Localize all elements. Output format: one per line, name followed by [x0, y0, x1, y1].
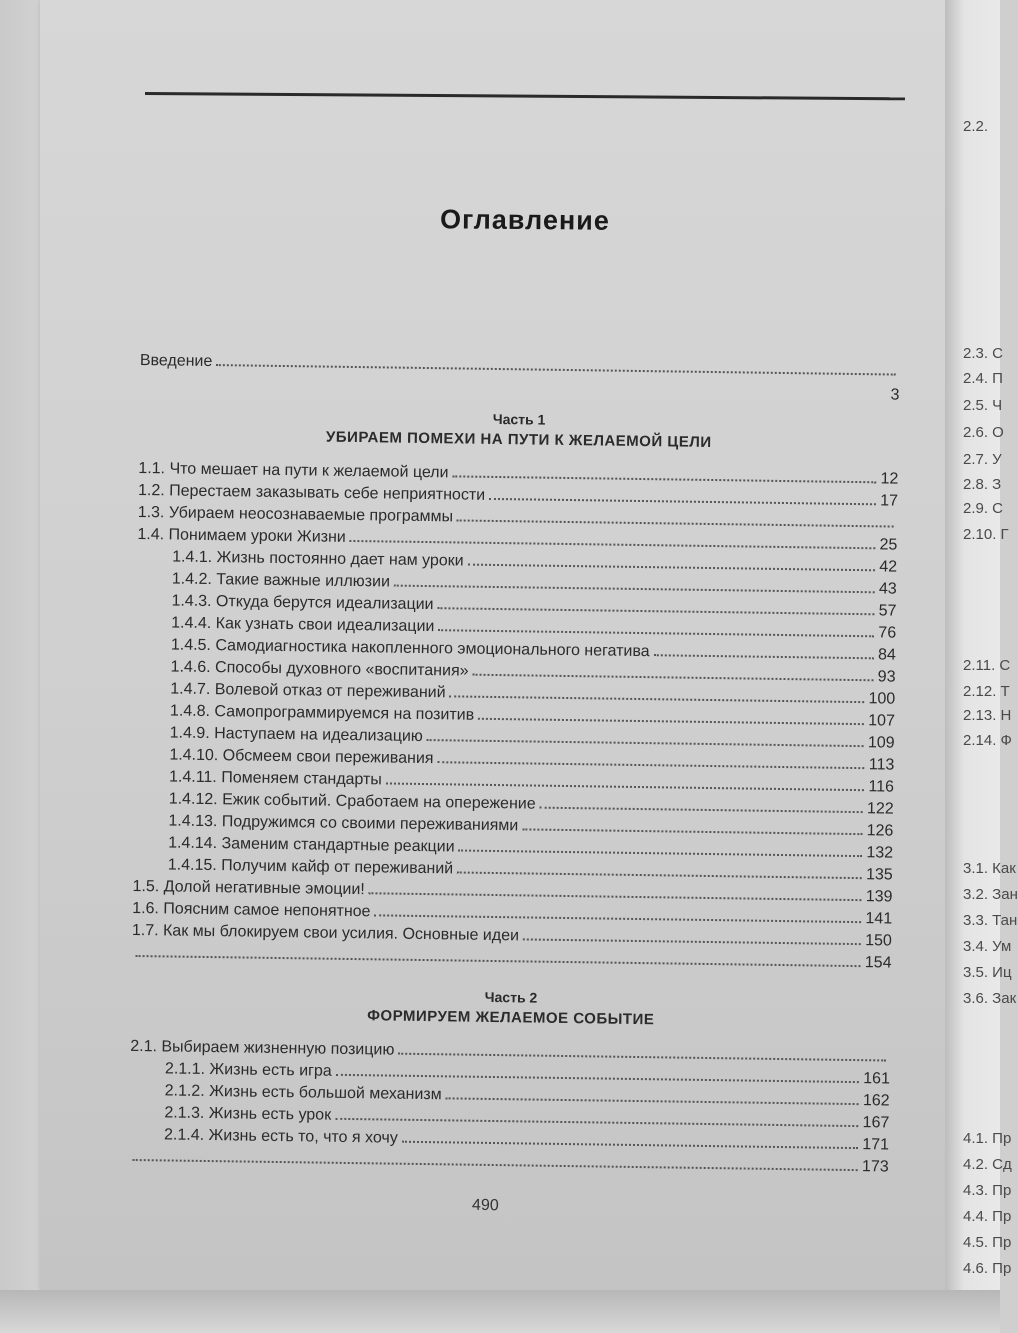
leader-dots [402, 1141, 859, 1149]
adjacent-line: 2.13. Н [963, 707, 1012, 724]
leader-dots [335, 1118, 859, 1127]
toc-page: 109 [867, 734, 895, 752]
leader-dots [136, 955, 861, 967]
leader-dots [438, 629, 874, 637]
toc-page: 154 [864, 954, 892, 972]
toc-page: 135 [865, 866, 893, 884]
adjacent-line: 4.4. Пр [963, 1208, 1012, 1225]
toc-page: 43 [878, 580, 897, 598]
toc-label: Введение [139, 352, 213, 371]
toc-page: 42 [879, 558, 898, 576]
adjacent-line: 2.9. С [963, 500, 1004, 517]
part-number: Часть 1 [492, 410, 546, 428]
leader-dots [398, 1053, 886, 1062]
toc-label: 1.4.4. Как узнать свои идеализации [171, 614, 435, 636]
leader-dots [459, 849, 863, 857]
leader-dots [437, 761, 864, 769]
leader-dots [369, 892, 862, 901]
leader-dots [452, 475, 876, 483]
toc-label: 1.4.15. Получим кайф от переживаний [167, 856, 454, 878]
adjacent-line: 3.2. Зан [963, 886, 1018, 903]
adjacent-line: 3.1. Как [963, 860, 1016, 877]
adjacent-line: 2.6. О [963, 424, 1004, 441]
toc-label: 1.4.9. Наступаем на идеализацию [169, 724, 423, 745]
toc-label: 1.4.14. Заменим стандартные реакции [168, 834, 455, 856]
toc-label: 1.4.13. Подружимся со своими переживаниями [168, 812, 519, 835]
toc-label: 1.4.3. Откуда берутся идеализации [171, 592, 434, 614]
leader-dots [374, 914, 861, 923]
leader-dots [133, 1159, 858, 1171]
adjacent-page [945, 0, 1018, 1333]
adjacent-line: 4.3. Пр [963, 1182, 1012, 1199]
toc-label: 1.4.2. Такие важные иллюзии [171, 570, 391, 591]
leader-dots [478, 718, 864, 725]
toc-label: 1.4.8. Самопрограммируемся на позитив [169, 702, 475, 724]
adjacent-line: 2.3. С [963, 345, 1004, 362]
toc-page: 17 [880, 492, 899, 510]
toc-page: 162 [862, 1092, 890, 1110]
adjacent-line: 2.12. Т [963, 683, 1010, 700]
toc-page: 113 [868, 756, 895, 774]
leader-dots [523, 938, 861, 945]
leader-dots [427, 739, 864, 747]
leader-dots [446, 1097, 859, 1105]
adjacent-line: 2.11. С [963, 657, 1011, 674]
part-title: УБИРАЕМ ПОМЕХИ НА ПУТИ К ЖЕЛАЕМОЙ ЦЕЛИ [325, 428, 712, 451]
toc-label: 1.4.12. Ежик событий. Сработаем на опережение [168, 790, 536, 813]
leader-dots [457, 519, 894, 527]
leader-dots [336, 1074, 860, 1083]
toc-label: 2.1.2. Жизнь есть большой механизм [164, 1082, 442, 1104]
part-number: Часть 2 [484, 988, 538, 1006]
toc-page: 84 [877, 646, 896, 664]
toc-page: 57 [878, 602, 897, 620]
toc-page: 173 [861, 1158, 889, 1176]
toc-label: 1.1. Что мешает на пути к желаемой цели [138, 459, 449, 482]
toc-label: 1.4.11. Поменяем стандарты [168, 768, 382, 789]
leader-dots [394, 585, 875, 594]
toc-label: 1.7. Как мы блокируем свои усилия. Основные идеи [131, 921, 520, 945]
toc-label: 1.4.10. Обсмеем свои переживания [169, 746, 434, 768]
toc-page: 161 [863, 1070, 891, 1088]
toc-page: 107 [868, 712, 896, 730]
toc-page: 171 [862, 1136, 890, 1154]
part1-entries [131, 460, 898, 977]
adjacent-line: 4.2. Сд [963, 1156, 1012, 1173]
bottom-shadow [0, 1290, 1000, 1333]
toc-page: 100 [868, 690, 896, 708]
leader-dots [438, 607, 875, 615]
adjacent-line: 2.4. П [963, 370, 1003, 387]
toc-label: 1.4.7. Волевой отказ от переживаний [170, 680, 446, 702]
adjacent-line: 2.14. Ф [963, 732, 1012, 749]
leader-dots [540, 807, 863, 814]
adjacent-line: 2.5. Ч [963, 397, 1003, 414]
toc-page: 25 [879, 536, 898, 554]
adjacent-line: 3.4. Ум [963, 938, 1012, 955]
leader-dots [489, 498, 876, 505]
leader-dots [450, 695, 865, 703]
toc-label: 1.4.1. Жизнь постоянно дает нам уроки [172, 548, 464, 570]
adjacent-line: 4.6. Пр [963, 1260, 1012, 1277]
adjacent-line: 3.5. Иц [963, 964, 1012, 981]
toc-label: 1.4.6. Способы духовного «воспитания» [170, 658, 469, 680]
page-title: Оглавление [440, 204, 610, 236]
toc-label: 2.1.1. Жизнь есть игра [164, 1060, 332, 1080]
adjacent-line: 2.2. [963, 118, 989, 135]
toc-page: 12 [880, 470, 899, 488]
adjacent-line: 2.8. З [963, 476, 1002, 493]
toc-page: 139 [865, 888, 893, 906]
table-of-contents [129, 352, 900, 1181]
adjacent-line: 3.3. Тан [963, 912, 1018, 929]
part-title: ФОРМИРУЕМ ЖЕЛАЕМОЕ СОБЫТИЕ [367, 1007, 655, 1029]
leader-dots [457, 871, 862, 879]
toc-intro-page: 3 [890, 386, 900, 404]
toc-page: 122 [866, 800, 894, 818]
toc-page: 93 [877, 668, 896, 686]
toc-page: 116 [868, 778, 895, 796]
part2-entries [129, 1038, 891, 1181]
toc-label: 1.6. Поясним самое непонятное [132, 899, 371, 921]
leader-dots [386, 782, 865, 791]
adjacent-line: 3.6. Зак [963, 990, 1017, 1007]
toc-page: 141 [865, 910, 893, 928]
page-number: 490 [471, 1196, 499, 1215]
toc-label: 2.1.4. Жизнь есть то, что я хочу [163, 1126, 398, 1147]
toc-label: 1.4.5. Самодиагностика накопленного эмоционального негатива [170, 636, 650, 661]
adjacent-line: 4.1. Пр [963, 1130, 1012, 1147]
toc-label: 2.1.3. Жизнь есть урок [164, 1104, 332, 1124]
adjacent-line: 4.5. Пр [963, 1234, 1012, 1251]
toc-label: 1.5. Долой негативные эмоции! [132, 877, 365, 899]
toc-page: 150 [865, 932, 892, 950]
leader-dots [522, 828, 862, 835]
leader-dots [654, 654, 874, 659]
toc-label: 1.2. Перестаем заказывать себе неприятности [137, 481, 486, 504]
toc-label: 1.4. Понимаем уроки Жизни [137, 525, 346, 546]
leader-dots [216, 364, 896, 375]
leader-dots [468, 564, 876, 572]
adjacent-line: 2.7. У [963, 451, 1002, 468]
leader-dots [473, 674, 874, 682]
adjacent-line: 2.10. Г [963, 526, 1009, 543]
toc-label: 2.1. Выбираем жизненную позицию [130, 1037, 395, 1059]
toc-label: 1.3. Убираем неосознаваемые программы [137, 503, 454, 526]
toc-page: 167 [862, 1114, 890, 1132]
leader-dots [350, 540, 876, 549]
toc-page: 126 [866, 822, 894, 840]
toc-page: 132 [866, 844, 894, 862]
toc-page: 76 [878, 624, 897, 642]
